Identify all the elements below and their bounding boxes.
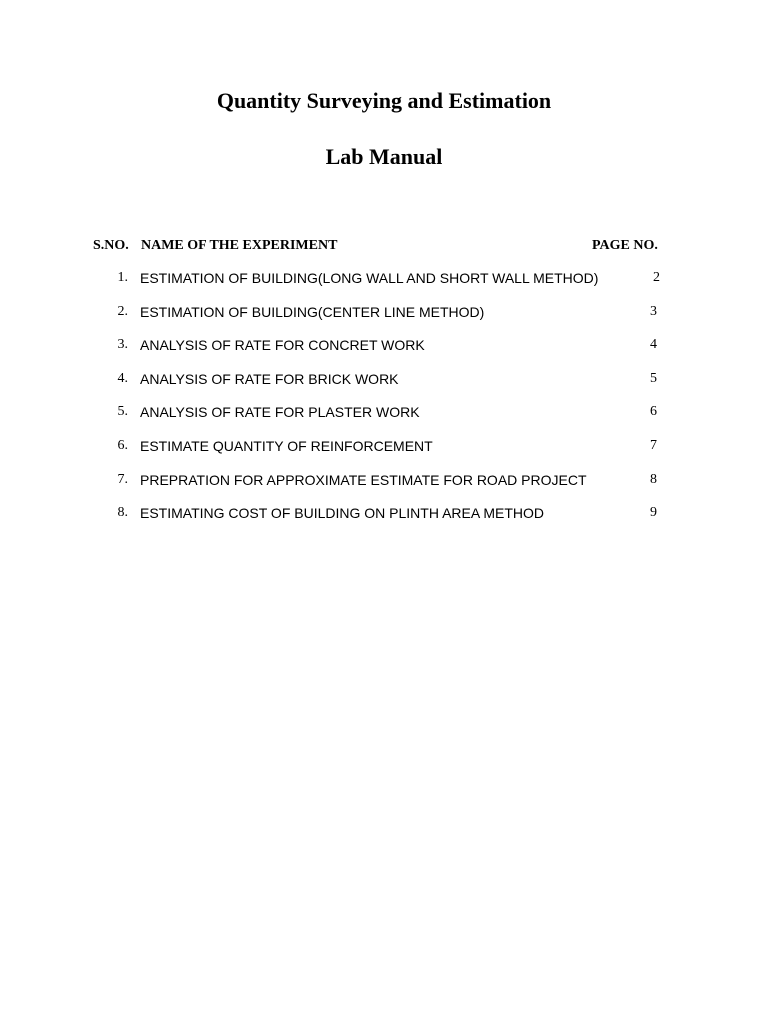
toc-item-name: ESTIMATING COST OF BUILDING ON PLINTH AREA METHOD xyxy=(140,505,544,522)
toc-item-name: ESTIMATE QUANTITY OF REINFORCEMENT xyxy=(140,437,433,454)
toc-item-number: 3. xyxy=(117,337,128,353)
toc-item-page: 3 xyxy=(650,303,657,319)
toc-item-name: PREPRATION FOR APPROXIMATE ESTIMATE FOR ROAD PROJECT xyxy=(140,471,587,488)
toc-item-number: 1. xyxy=(117,270,128,285)
toc-item-number: 4. xyxy=(117,370,128,386)
toc-item-page: 9 xyxy=(650,505,657,521)
toc-item-number: 7. xyxy=(117,471,128,487)
toc-item-number: 6. xyxy=(117,437,128,453)
toc-item-page: 2 xyxy=(653,270,660,285)
toc-item-number: 8. xyxy=(117,505,128,521)
toc-item-name: ANALYSIS OF RATE FOR BRICK WORK xyxy=(140,370,399,387)
document-title: Quantity Surveying and Estimation xyxy=(216,88,552,113)
toc-item-page: 8 xyxy=(650,471,657,487)
toc-item-number: 2. xyxy=(117,303,128,319)
toc-list xyxy=(0,270,768,539)
toc-item-name: ANALYSIS OF RATE FOR CONCRET WORK xyxy=(140,337,425,354)
toc-item-name: ANALYSIS OF RATE FOR PLASTER WORK xyxy=(140,404,420,421)
toc-item xyxy=(0,337,768,371)
toc-item xyxy=(0,438,768,472)
toc-header-page: PAGE NO. xyxy=(592,238,658,253)
document-subtitle: Lab Manual xyxy=(325,144,443,169)
toc-item xyxy=(0,505,768,539)
toc-item-name: ESTIMATION OF BUILDING(LONG WALL AND SHORT WALL METHOD) xyxy=(140,270,599,286)
toc-item-number: 5. xyxy=(117,404,128,420)
toc-item-page: 5 xyxy=(650,370,657,386)
toc-item-name: ESTIMATION OF BUILDING(CENTER LINE METHOD) xyxy=(140,303,485,320)
toc-header-name: NAME OF THE EXPERIMENT xyxy=(141,238,338,253)
toc-item xyxy=(0,270,768,304)
toc-header-sno: S.NO. xyxy=(93,238,129,253)
toc-item-page: 7 xyxy=(650,437,657,453)
toc-header xyxy=(0,238,768,256)
toc-item xyxy=(0,472,768,506)
toc-item xyxy=(0,371,768,405)
toc-item xyxy=(0,404,768,438)
toc-item xyxy=(0,304,768,338)
toc-item-page: 6 xyxy=(650,404,657,420)
toc-item-page: 4 xyxy=(650,337,657,353)
